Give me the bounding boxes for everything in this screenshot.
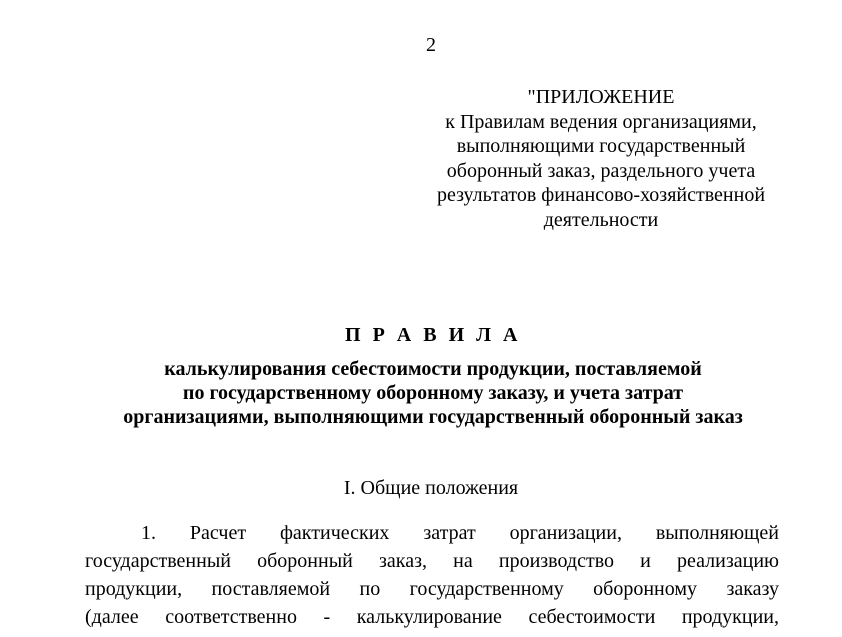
subtitle-line: по государственному оборонному заказу, и учета затрат	[182, 382, 684, 404]
appendix-line: "ПРИЛОЖЕНИЕ	[527, 86, 675, 108]
appendix-line: к Правилам ведения организациями,	[445, 110, 757, 133]
page-number: 2	[426, 34, 436, 56]
appendix-line: результатов финансово-хозяйственной	[436, 184, 766, 207]
paragraph-line: государственный оборонный заказ, на производство и реализацию	[85, 550, 779, 572]
subtitle-line: калькулирования себестоимости продукции, поставляемой	[164, 358, 702, 380]
appendix-line: деятельности	[543, 208, 659, 231]
paragraph-line: 1. Расчет фактических затрат организации, выполняющей	[141, 522, 779, 544]
document-title: П Р А В И Л А	[345, 324, 521, 346]
document-subtitle	[60, 357, 806, 429]
section-heading: I. Общие положения	[343, 477, 519, 499]
appendix-line: выполняющими государственный	[456, 135, 746, 158]
appendix-line: оборонный заказ, раздельного учета	[446, 159, 756, 182]
paragraph-line: продукции, поставляемой по государственному оборонному заказу	[85, 578, 779, 600]
appendix-block	[418, 85, 784, 233]
subtitle-line: организациями, выполняющими государственный оборонный заказ	[123, 406, 743, 428]
paragraph-line: (далее соответственно - калькулирование себестоимости продукции,	[85, 606, 779, 628]
body-paragraph	[85, 519, 779, 631]
